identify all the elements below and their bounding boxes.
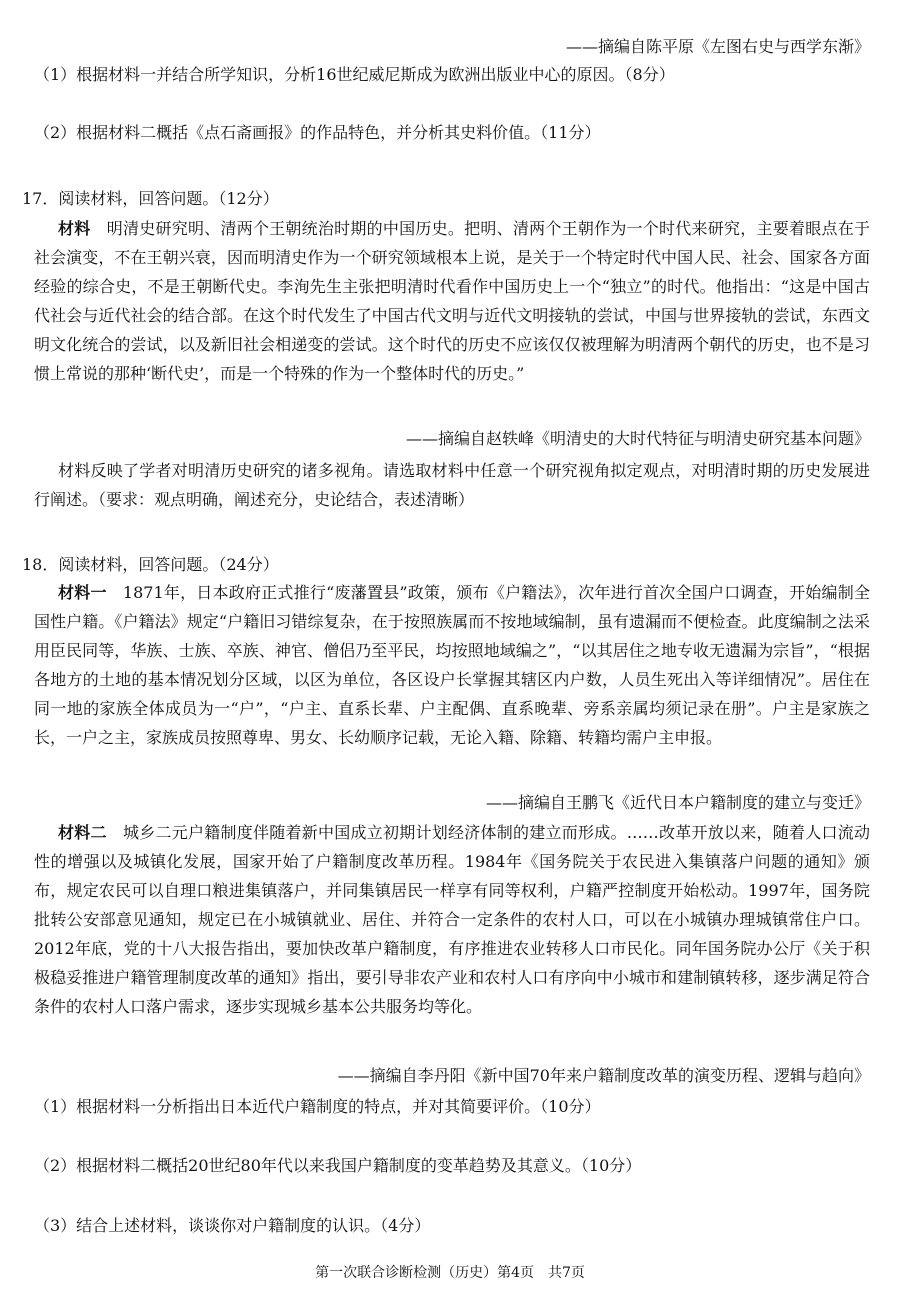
question-17-task: 材料反映了学者对明清历史研究的诸多视角。请选取材料中任意一个研究视角拟定观点，对明清时期的历史发展进行阐述。（要求：观点明确，阐述充分，史论结合，表述清晰） (34, 461, 870, 509)
question-16-1: （1）根据材料一并结合所学知识，分析16世纪威尼斯成为欧洲出版业中心的原因。（8分） (34, 65, 675, 84)
question-18-1: （1）根据材料一分析指出日本近代户籍制度的特点，并对其简要评价。（10分） (34, 1097, 601, 1116)
material-label: 材料 (58, 219, 91, 238)
question-18-material-1 (34, 578, 870, 752)
material-1-text: 1871年，日本政府正式推行“废藩置县”政策，颁布《户籍法》，次年进行首次全国户口调查，开始编制全国性户籍。《户籍法》规定“户籍旧习错综复杂，在于按照族属而不按地域编制，虽有遗漏而不便检查。此度编制之法采用臣民同等，华族、士族、卒族、神官、僧侣乃至平民，均按照地域编之”，“以其居住之地专收无遗漏为宗旨”，“根据各地方的土地的基本情况划分区域，以区为单位，各区设户长掌握其辖区内户数，人员生死出入等详细情况”。居住在同一地的家族全体成员为一“户”，“户主、直系长辈、户主配偶、直系晚辈、旁系亲属均须记录在册”。户主是家族之长，一户之主，家族成员按照尊卑、男女、长幼顺序记载，无论入籍、除籍、转籍均需户主申报。 (34, 583, 870, 747)
question-16-2: （2）根据材料二概括《点石斋画报》的作品特色，并分析其史料价值。（11分） (34, 123, 601, 142)
source-citation-18-1: ——摘编自王鹏飞《近代日本户籍制度的建立与变迁》 (485, 793, 870, 812)
material-1-label: 材料一 (58, 583, 107, 602)
question-18-3: （3）结合上述材料，谈谈你对户籍制度的认识。（4分） (34, 1216, 431, 1235)
question-17-heading: 17．阅读材料，回答问题。（12分） (22, 189, 279, 208)
material-2-text: 城乡二元户籍制度伴随着新中国成立初期计划经济体制的建立而形成。……改革开放以来，随着人口流动性的增强以及城镇化发展，国家开始了户籍制度改革历程。1984年《国务院关于农民进入集镇落户问题的通知》颁布，规定农民可以自理口粮进集镇落户，并同集镇居民一样享有同等权利，户籍严控制度开始松动。1997年，国务院批转公安部意见通知，规定已在小城镇就业、居住、并符合一定条件的农村人口，可以在小城镇办理城镇常住户口。2012年底，党的十八大报告指出，要加快改革户籍制度，有序推进农业转移人口市民化。同年国务院办公厅《关于积极稳妥推进户籍管理制度改革的通知》指出，要引导非农产业和农村人口有序向中小城市和建制镇转移，逐步满足符合条件的农村人口落户需求，逐步实现城乡基本公共服务均等化。 (34, 823, 870, 1016)
source-citation-18-2: ——摘编自李丹阳《新中国70年来户籍制度改革的演变历程、逻辑与趋向》 (337, 1066, 870, 1085)
source-citation-top: ——摘编自陈平原《左图右史与西学东渐》 (565, 37, 870, 56)
question-18-2: （2）根据材料二概括20世纪80年代以来我国户籍制度的变革趋势及其意义。（10分） (34, 1156, 642, 1175)
question-18-heading: 18．阅读材料，回答问题。（24分） (22, 555, 279, 574)
material-text: 明清史研究明、清两个王朝统治时期的中国历史。把明、清两个王朝作为一个时代来研究，主要着眼点在于社会演变，不在王朝兴衰，因而明清史作为一个研究领域根本上说，是关于一个特定时代中国人民、社会、国家各方面经验的综合史，不是王朝断代史。李洵先生主张把明清时代看作中国历史上一个“独立”的时代。他指出：“这是中国古代社会与近代社会的结合部。在这个时代发生了中国古代文明与近代文明接轨的尝试，中国与世界接轨的尝试，东西文明文化统合的尝试，以及新旧社会相递变的尝试。这个时代的历史不应该仅仅被理解为明清两个朝代的历史，也不是习惯上常说的那种‘断代史’，而是一个特殊的作为一个整体时代的历史。” (34, 219, 870, 383)
question-17-material (34, 214, 870, 388)
page-footer: 第一次联合诊断检测（历史）第4页 共7页 (315, 1265, 585, 1281)
question-18-material-2 (34, 818, 870, 1021)
material-2-label: 材料二 (58, 823, 107, 842)
source-citation-17: ——摘编自赵轶峰《明清史的大时代特征与明清史研究基本问题》 (405, 429, 870, 448)
